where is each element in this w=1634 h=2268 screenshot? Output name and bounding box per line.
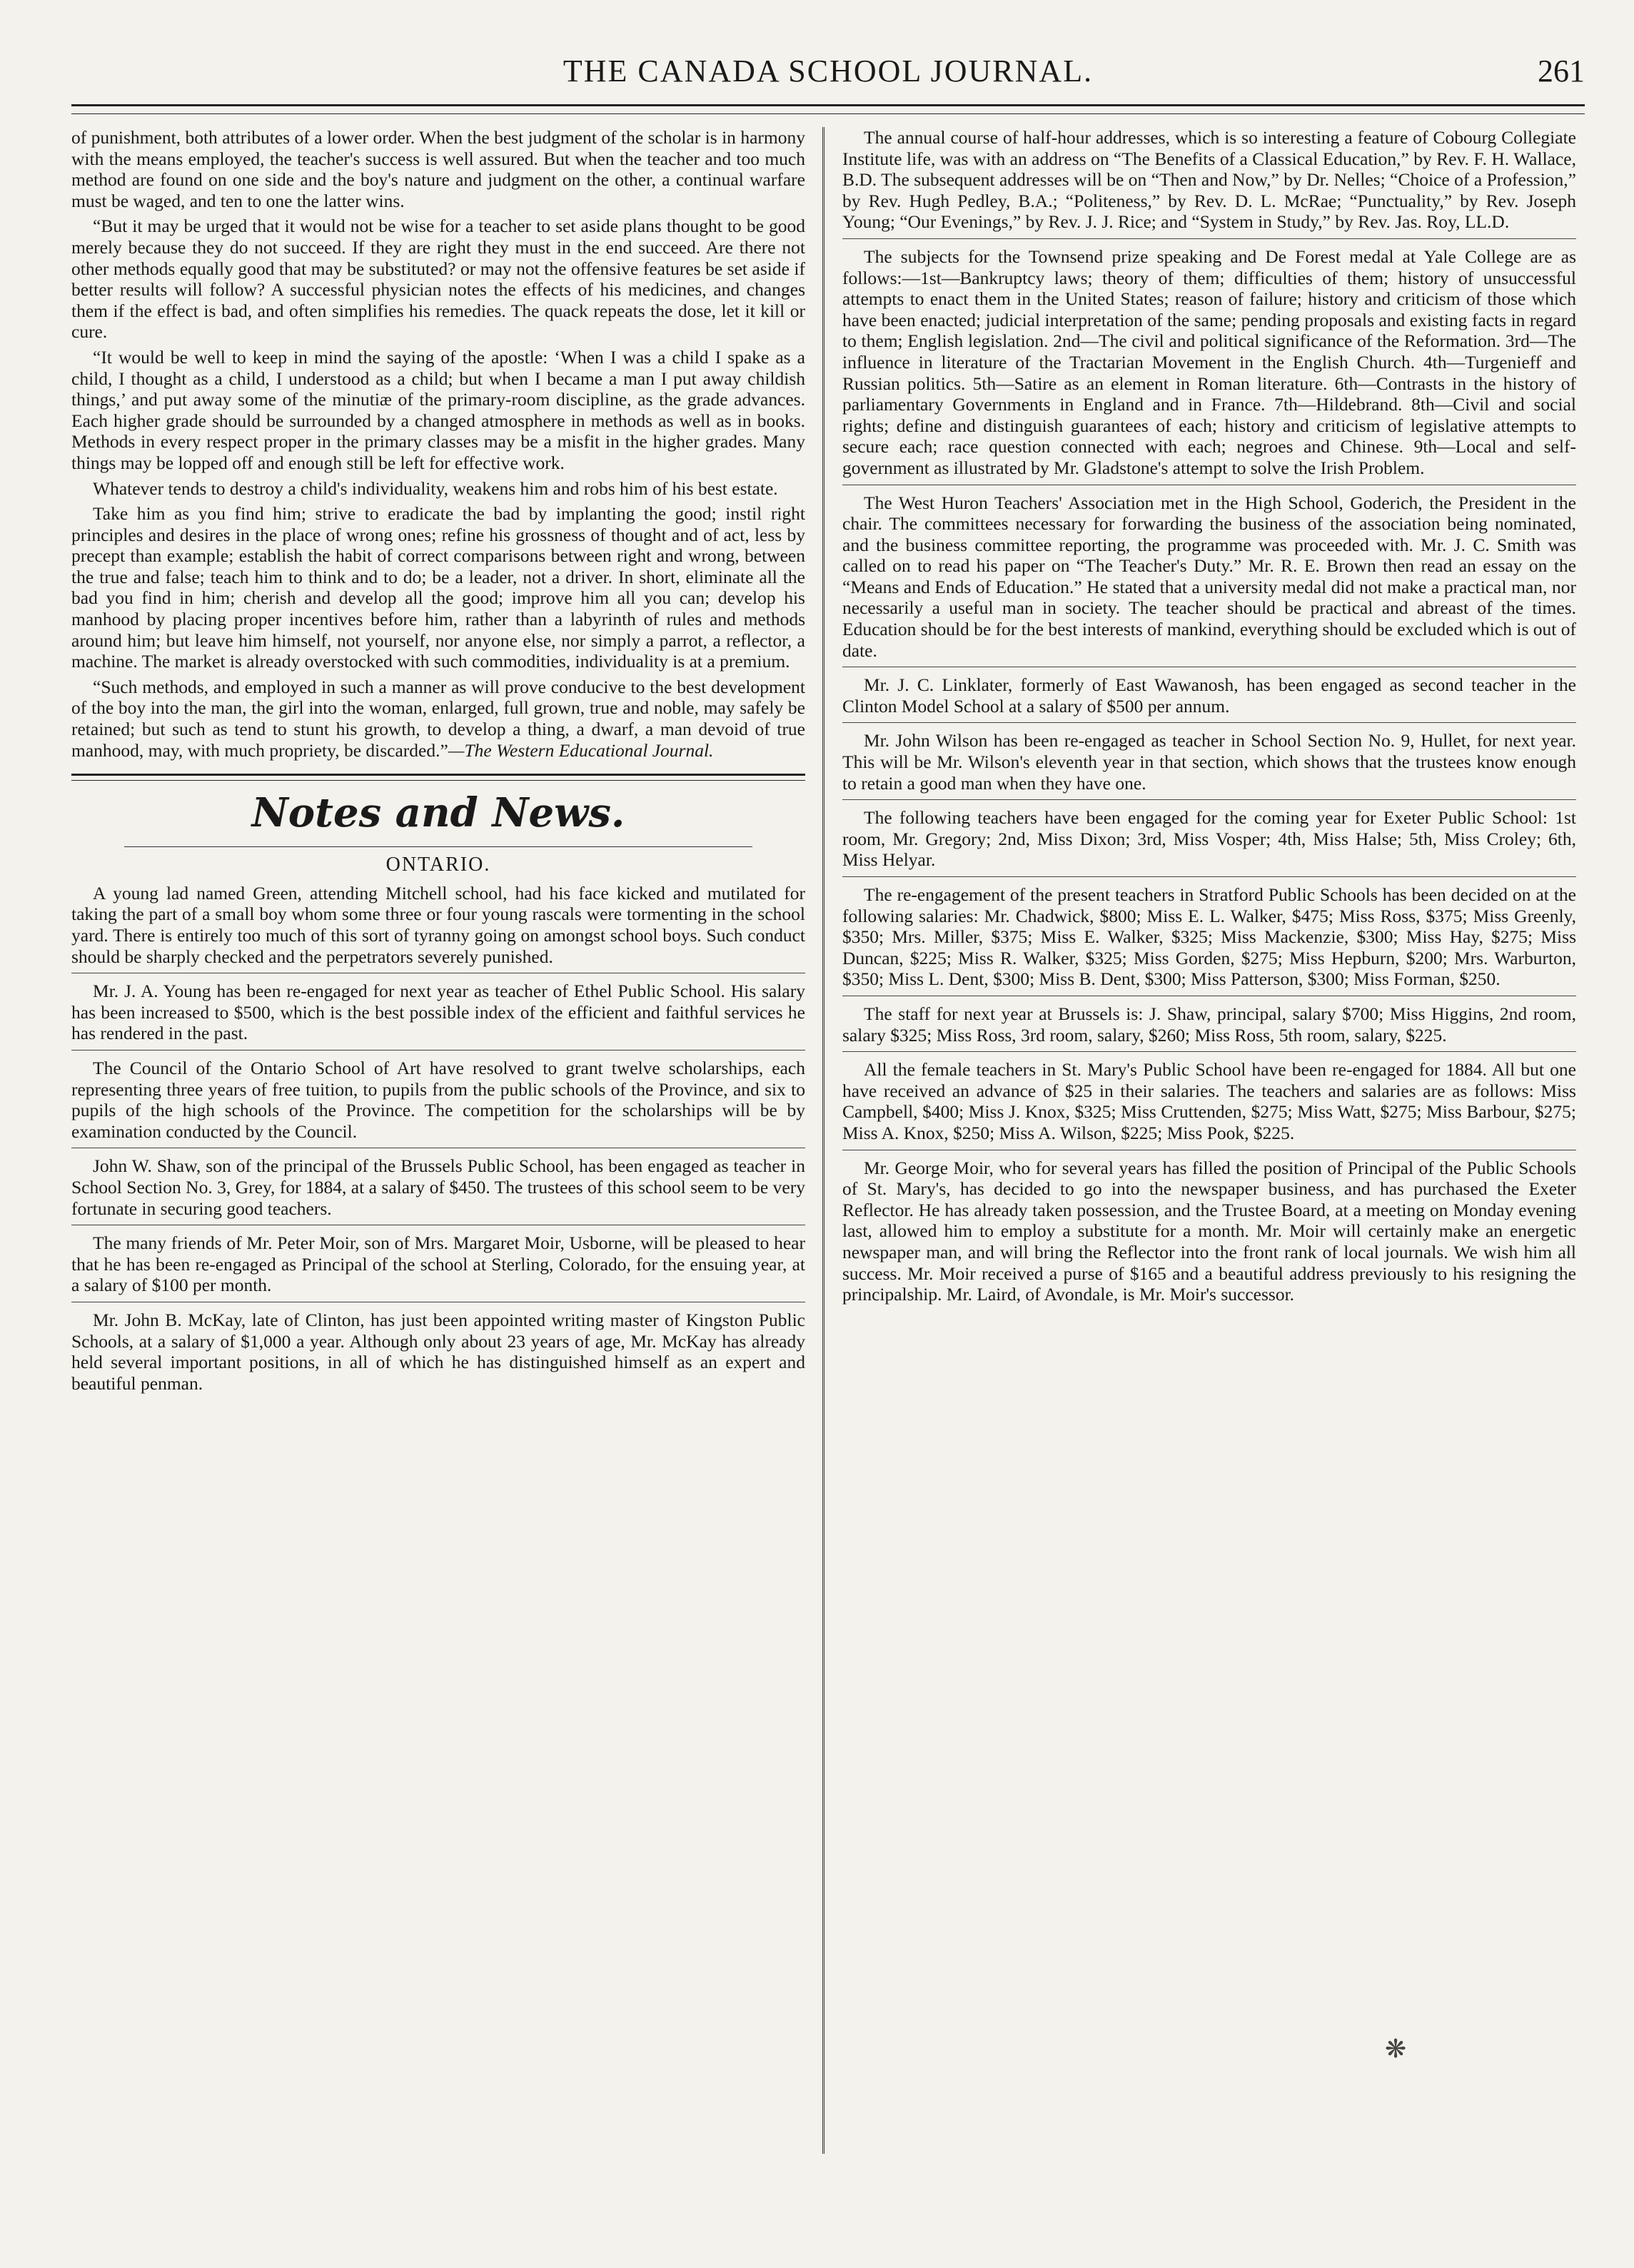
article-paragraph: “But it may be urged that it would not be wise for a teacher to set aside plans thought to be good merely because they do not succeed. If they are right they must in the end succeed. Are there not other methods equally good that may be substituted? or may not the offensive features be set aside if better results will follow? A successful physician notes the effects of his medicines, and changes them if the effect is bad, and often simplifies his remedies. The quack repeats the dose, let it kill or cure. xyxy=(71,216,805,343)
news-text: The staff for next year at Brussels is: J. Shaw, principal, salary $700; Miss Higgins, 2nd room, salary $325; Miss Ross, 3rd room, salary, $260; Miss Ross, 5th room, salary, $225. xyxy=(842,1003,1576,1046)
news-item xyxy=(842,127,1576,239)
section-divider xyxy=(71,774,805,781)
right-column xyxy=(842,127,1576,1318)
news-text: John W. Shaw, son of the principal of the Brussels Public School, has been engaged as teacher in School Section No. 3, Grey, for 1884, at a salary of $450. The trustees of this school seem to be very fortunate in securing good teachers. xyxy=(71,1155,805,1219)
news-text: Mr. John Wilson has been re-engaged as teacher in School Section No. 9, Hullet, for next year. This will be Mr. Wilson's eleventh year in that section, which shows that the trustees know enough to retain a good man when they have one. xyxy=(842,730,1576,794)
news-item xyxy=(842,884,1576,996)
printer-ornament-icon: ❋ xyxy=(1385,2035,1407,2063)
news-text: All the female teachers in St. Mary's Public School have been re-engaged for 1884. All but one have received an advance of $25 in their salaries. The teachers and salaries are as follows: Miss Campbell, $400; Miss J. Knox, $325; Miss Cruttenden, $275; Miss Watt, $275; Miss Barbour, $275; Miss A. Knox, $250; Miss A. Wilson, $225; Miss Pook, $225. xyxy=(842,1059,1576,1143)
page-number: 261 xyxy=(1538,54,1585,88)
news-text: The annual course of half-hour addresses, which is so interesting a feature of Cobourg Collegiate Institute life, was with an address on “The Benefits of a Classical Education,” by Rev. F. H. Wallace, B.D. The subsequent addresses will be on “Then and Now,” by Dr. Nelles; “Choice of a Profession,” by Rev. Hugh Pedley, B.A.; “Politeness,” by Rev. D. L. McRae; “Punctuality,” by Rev. Joseph Young; “Our Evenings,” by Rev. J. J. Rice; and “System in Study,” by Rev. Jas. Roy, LL.D. xyxy=(842,127,1576,233)
news-item xyxy=(71,1232,805,1302)
news-item xyxy=(842,1059,1576,1150)
news-item xyxy=(71,981,805,1051)
article-source: —The Western Educational Journal. xyxy=(448,739,714,761)
news-item xyxy=(71,1058,805,1148)
news-item xyxy=(842,1158,1576,1311)
article-paragraph: Whatever tends to destroy a child's individuality, weakens him and robs him of his best estate. xyxy=(93,477,778,499)
article-paragraph: of punishment, both attributes of a lower order. When the best judgment of the scholar is in harmony with the means employed, the teacher's success is well assured. But when the teacher and too much method are found on one side and the boy's nature and judgment on the other, a continual warfare must be waged, and ten to one the latter wins. xyxy=(71,127,805,211)
news-item xyxy=(71,883,805,973)
news-item xyxy=(842,492,1576,668)
journal-title: THE CANADA SCHOOL JOURNAL. xyxy=(563,54,1094,88)
news-text: The Council of the Ontario School of Art have resolved to grant twelve scholarships, each representing three years of free tuition, to pupils from the public schools of the Province, and six to pupils of the high schools of the Province. The competition for the scholarships will be by examination conducted by the Council. xyxy=(71,1057,805,1142)
news-item xyxy=(842,807,1576,877)
news-text: A young lad named Green, attending Mitchell school, had his face kicked and mutilated for taking the part of a small boy whom some three or four young rascals were tormenting in the school yard. There is entirely too much of this sort of tyranny going on amongst school boys. Such conduct should be sharply checked and the perpetrators severely punished. xyxy=(71,882,805,967)
news-text: Mr. John B. McKay, late of Clinton, has just been appointed writing master of Kingston Public Schools, at a salary of $1,000 a year. Although only about 23 years of age, Mr. McKay has already held several important positions, in all of which he has distinguished himself as an expert and beautiful penman. xyxy=(71,1309,805,1394)
news-item xyxy=(71,1310,805,1399)
news-text: Mr. George Moir, who for several years has filled the position of Principal of the Public Schools of St. Mary's, has decided to go into the newspaper business, and has purchased the Exeter Reflector. He has already taken possession, and the Trustee Board, at a meeting on Monday evening last, allowed him to employ a substitute for a month. Mr. Moir will certainly make an energetic newspaper man, and will bring the Reflector into the front rank of local journals. We wish him all success. Mr. Moir received a purse of $165 and a beautiful address previously to his resigning the principalship. Mr. Laird, of Avondale, is Mr. Moir's successor. xyxy=(842,1157,1576,1305)
news-item xyxy=(842,1003,1576,1052)
journal-page xyxy=(71,43,1585,2227)
article-paragraph: Take him as you find him; strive to eradicate the bad by implanting the good; instil right principles and desires in the place of wrong ones; refine his grossness of thought and of act, less by precept than example; establish the habit of correct comparisons between right and wrong, between the true and false; teach him to think and to do; be a leader, not a driver. In short, eliminate all the bad you find in him; cherish and develop all the good; improve him all you can; develop his manhood by placing proper incentives before him, rather than a labyrinth of rules and methods around him; but leave him himself, not yourself, nor anyone else, nor simply a parrot, a reflector, a machine. The market is already overstocked with such commodities, individuality is at a premium. xyxy=(71,503,805,672)
column-divider xyxy=(822,127,824,2154)
columns xyxy=(71,127,1585,2227)
subhead-rule xyxy=(124,846,752,847)
news-text: Mr. J. A. Young has been re-engaged for next year as teacher of Ethel Public School. His salary has been increased to $500, which is the best possible index of the efficient and faithful services he has rendered in the past. xyxy=(71,981,805,1044)
news-item xyxy=(842,730,1576,800)
header-rule xyxy=(71,104,1585,114)
news-item xyxy=(842,246,1576,485)
closing-text: “Such methods, and employed in such a manner as will prove conducive to the best development of the boy into the man, the girl into the woman, enlarged, full grown, true and noble, may safely be retained; but such as tend to stunt his growth, to develop a thing, a dwarf, a man devoid of true manhood, may, with much propriety, be discarded.” xyxy=(71,676,805,761)
news-text: The many friends of Mr. Peter Moir, son of Mrs. Margaret Moir, Usborne, will be pleased to hear that he has been re-engaged as Principal of the school at Sterling, Colorado, for the ensuing year, at a salary of $100 per month. xyxy=(71,1232,805,1296)
news-item xyxy=(71,1155,805,1225)
news-text: The subjects for the Townsend prize speaking and De Forest medal at Yale College are as follows:—1st—Bankruptcy laws; theory of them; difficulties of them; history of unsuccessful attempts to enact them in the United States; reason of failure; history and criticism of those which have been enacted; judicial interpretation of the same; pending proposals and existing facts in regard to them; English legislation. 2nd—The civil and political significance of the Reformation. 3rd—The influence in literature of the Tractarian Movement in the English Church. 4th—Turgenieff and Russian politics. 5th—Satire as an element in Roman literature. 6th—Contrasts in the history of parliamentary Governments in England and in France. 7th—Hildebrand. 8th—Civil and social rights; define and distinguish guarantees of each; history and criticism of legislative attempts to secure each; race question connected with each; negroes and Chinese. 9th—Local and self-government as illustrated by Mr. Gladstone's attempt to solve the Irish Problem. xyxy=(842,245,1576,478)
news-text: The re-engagement of the present teachers in Stratford Public Schools has been decided on at the following salaries: Mr. Chadwick, $800; Miss E. L. Walker, $475; Miss Ross, $375; Miss Greenly, $350; Mrs. Miller, $375; Miss E. Walker, $325; Miss Mackenzie, $300; Miss Hay, $275; Miss Duncan, $225; Miss R. Walker, $325; Miss Gorden, $275; Miss Hepburn, $200; Mrs. Warburton, $350; Miss L. Dent, $300; Miss B. Dent, $300; Miss Patterson, $300; Miss Forman, $250. xyxy=(842,884,1576,990)
news-text: The following teachers have been engaged for the coming year for Exeter Public School: 1st room, Mr. Gregory; 2nd, Miss Dixon; 3rd, Miss Vosper; 4th, Miss Halse; 5th, Miss Croley; 6th, Miss Helyar. xyxy=(842,807,1576,871)
article-closing-paragraph xyxy=(71,677,805,761)
section-title: Notes and News. xyxy=(251,789,625,837)
left-column xyxy=(71,127,805,1407)
news-text: The West Huron Teachers' Association met in the High School, Goderich, the President in the chair. The committees necessary for forwarding the business of the association being nominated, and the business committee reporting, the programme was proceeded with. Mr. J. C. Smith was called on to read his paper on “The Teacher's Duty.” Mr. R. E. Brown then read an essay on the “Means and Ends of Education.” He stated that a university medal did not make a practical man, nor necessarily a useful man in society. The teacher should be practical and abreast of the times. Education should be for the best interests of mankind, everything should be excluded which is out of date. xyxy=(842,492,1576,661)
news-text: Mr. J. C. Linklater, formerly of East Wawanosh, has been engaged as second teacher in the Clinton Model School at a salary of $500 per annum. xyxy=(842,674,1576,717)
region-subhead: ONTARIO. xyxy=(385,854,491,876)
article-paragraph: “It would be well to keep in mind the saying of the apostle: ‘When I was a child I spake as a child, I thought as a child, I understood as a child; but when I became a man I put away childish things,’ and put away some of the minutiæ of the primary-room discipline, as the grade advances. Each higher grade should be surrounded by a changed atmosphere in methods as well as in books. Methods in every respect proper in the primary classes may be a misfit in the higher grades. Many things may be lopped off and enough still be left for effective work. xyxy=(71,346,805,473)
page-header xyxy=(71,43,1585,100)
news-item xyxy=(842,674,1576,723)
